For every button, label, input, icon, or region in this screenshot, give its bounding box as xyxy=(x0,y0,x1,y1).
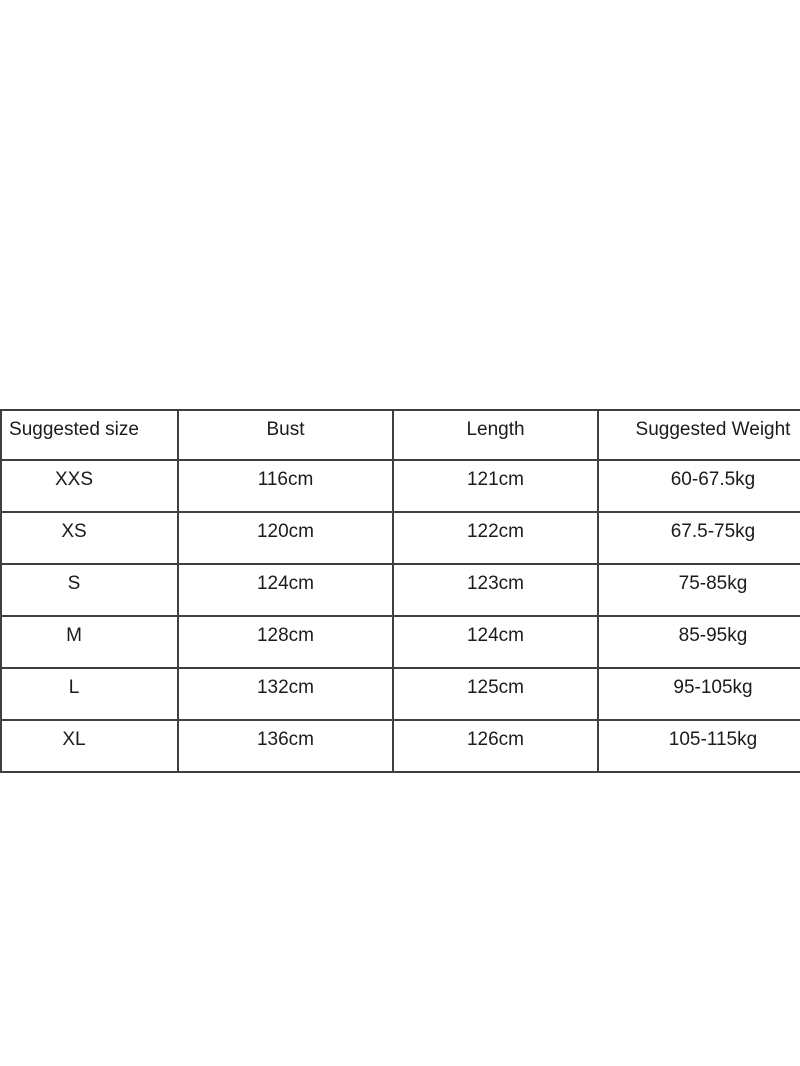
size-chart-table xyxy=(0,409,800,773)
bust-cell: 128cm xyxy=(178,616,393,668)
weight-cell: 85-95kg xyxy=(598,616,800,668)
weight-cell: 67.5-75kg xyxy=(598,512,800,564)
table-row-xs xyxy=(1,512,800,564)
length-cell: 122cm xyxy=(393,512,598,564)
weight-cell: 75-85kg xyxy=(598,564,800,616)
bust-cell: 120cm xyxy=(178,512,393,564)
length-cell: 126cm xyxy=(393,720,598,772)
length-cell: 121cm xyxy=(393,460,598,512)
bust-cell: 136cm xyxy=(178,720,393,772)
size-cell: XL xyxy=(1,720,178,772)
table-row-xxs xyxy=(1,460,800,512)
length-cell: 124cm xyxy=(393,616,598,668)
header-length: Length xyxy=(393,410,598,460)
size-cell: XS xyxy=(1,512,178,564)
size-cell: XXS xyxy=(1,460,178,512)
table-row-xl xyxy=(1,720,800,772)
table-row-l xyxy=(1,668,800,720)
bust-cell: 132cm xyxy=(178,668,393,720)
table-row-m xyxy=(1,616,800,668)
weight-cell: 60-67.5kg xyxy=(598,460,800,512)
header-row xyxy=(1,410,800,460)
size-cell: S xyxy=(1,564,178,616)
header-suggested-size: Suggested size xyxy=(1,410,178,460)
bust-cell: 124cm xyxy=(178,564,393,616)
weight-cell: 95-105kg xyxy=(598,668,800,720)
bust-cell: 116cm xyxy=(178,460,393,512)
size-cell: M xyxy=(1,616,178,668)
size-chart-container xyxy=(0,409,800,773)
length-cell: 123cm xyxy=(393,564,598,616)
length-cell: 125cm xyxy=(393,668,598,720)
weight-cell: 105-115kg xyxy=(598,720,800,772)
header-suggested-weight: Suggested Weight xyxy=(598,410,800,460)
table-row-s xyxy=(1,564,800,616)
size-cell: L xyxy=(1,668,178,720)
header-bust: Bust xyxy=(178,410,393,460)
